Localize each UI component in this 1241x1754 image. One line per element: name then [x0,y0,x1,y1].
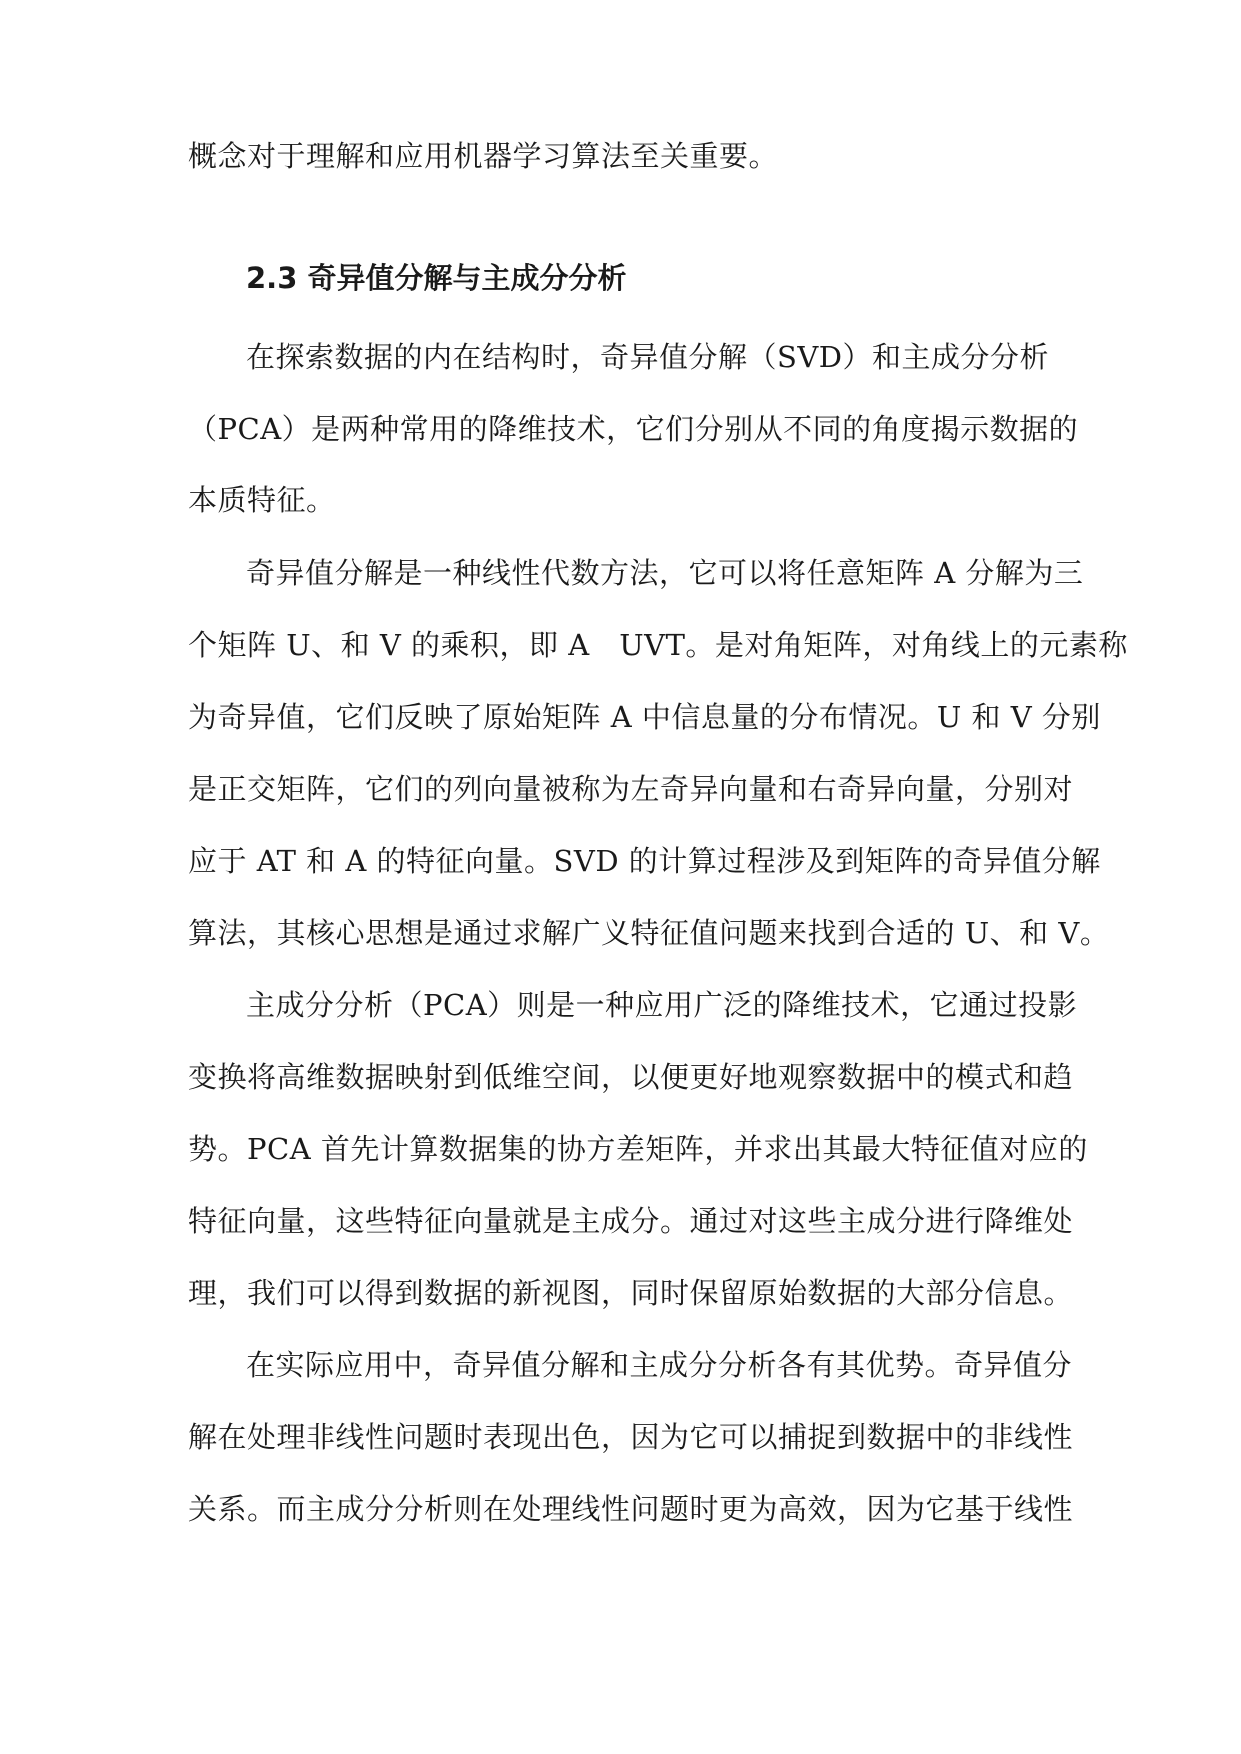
text-line: 解在处理非线性问题时表现出色，因为它可以捕捉到数据中的非线性 [188,1420,1074,1454]
text-line: 是正交矩阵，它们的列向量被称为左奇异向量和右奇异向量，分别对 [188,772,1074,806]
text-line: 关系。而主成分分析则在处理线性问题时更为高效，因为它基于线性 [188,1492,1074,1526]
text-line: 算法，其核心思想是通过求解广义特征值问题来找到合适的 U、和 V。 [188,916,1110,950]
text-line: 奇异值分解是一种线性代数方法，它可以将任意矩阵 A 分解为三 [246,556,1084,590]
text-line: 在探索数据的内在结构时，奇异值分解（SVD）和主成分分析 [246,340,1050,374]
text-line: 本质特征。 [188,483,336,517]
text-line: 在实际应用中，奇异值分解和主成分分析各有其优势。奇异值分 [246,1348,1073,1382]
text-line: 势。PCA 首先计算数据集的协方差矩阵，并求出其最大特征值对应的 [188,1132,1088,1166]
text-line: 理，我们可以得到数据的新视图，同时保留原始数据的大部分信息。 [188,1276,1074,1310]
text-line: 应于 AT 和 A 的特征向量。SVD 的计算过程涉及到矩阵的奇异值分解 [188,844,1101,878]
text-line: 主成分分析（PCA）则是一种应用广泛的降维技术，它通过投影 [246,988,1078,1022]
text-line: 为奇异值，它们反映了原始矩阵 A 中信息量的分布情况。U 和 V 分别 [188,700,1101,734]
text-line: （PCA）是两种常用的降维技术，它们分别从不同的角度揭示数据的 [188,412,1079,446]
text-line: 特征向量，这些特征向量就是主成分。通过对这些主成分进行降维处 [188,1204,1074,1238]
text-line: 变换将高维数据映射到低维空间，以便更好地观察数据中的模式和趋 [188,1060,1074,1094]
text-line: 个矩阵 U、和 V 的乘积，即 A UVT。是对角矩阵，对角线上的元素称 [188,628,1128,662]
text-line: 概念对于理解和应用机器学习算法至关重要。 [188,139,779,173]
section-heading: 2.3 奇异值分解与主成分分析 [246,261,627,295]
